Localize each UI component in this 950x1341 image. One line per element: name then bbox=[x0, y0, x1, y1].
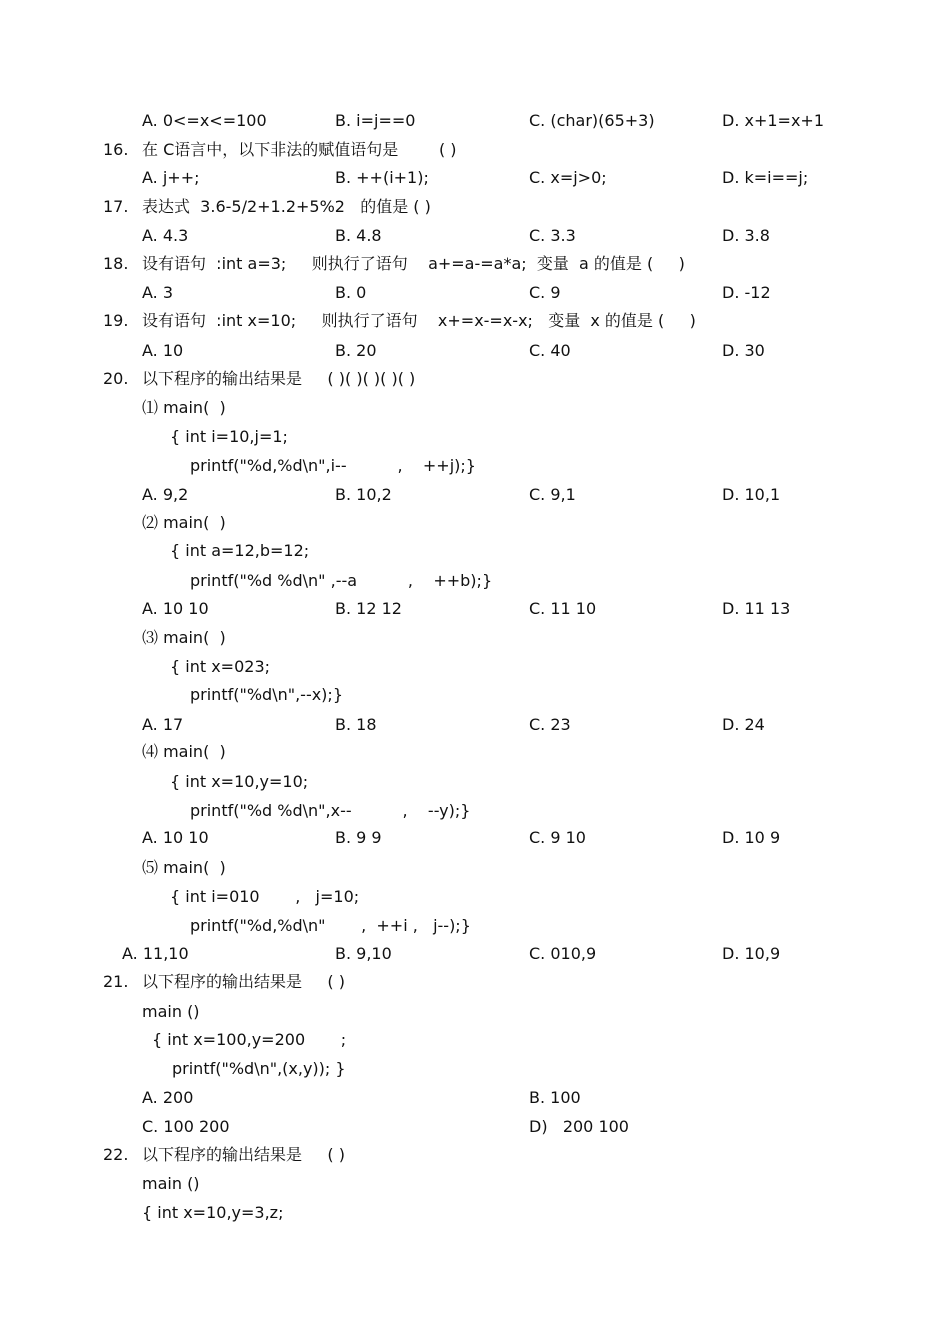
q21-stem: 以下程序的输出结果是 ( ) bbox=[142, 972, 346, 991]
q20-part4-code2: printf("%d %d\n",x-- , --y);} bbox=[190, 801, 471, 820]
q20-part4-option-a: A. 10 10 bbox=[142, 828, 209, 847]
q20-part2-option-a: A. 10 10 bbox=[142, 599, 209, 618]
q20-part3-code1: { int x=023; bbox=[170, 657, 271, 676]
q19-option-d: D. 30 bbox=[722, 341, 765, 360]
q18-stem: 设有语句 :int a=3; 则执行了语句 a+=a-=a*a; 变量 a 的值是 ( ) bbox=[142, 254, 685, 273]
q17-option-a: A. 4.3 bbox=[142, 226, 189, 245]
q20-part2-code2: printf("%d %d\n" ,--a , ++b);} bbox=[190, 571, 493, 590]
q21-number: 21. bbox=[103, 972, 129, 991]
q22-code1: { int x=10,y=3,z; bbox=[142, 1203, 284, 1222]
q19-option-a: A. 10 bbox=[142, 341, 184, 360]
q20-part3-option-c: C. 23 bbox=[529, 715, 571, 734]
q22-number: 22. bbox=[103, 1145, 129, 1164]
q21-code1: { int x=100,y=200 ; bbox=[152, 1030, 347, 1049]
q16-option-d: D. k=i==j; bbox=[722, 168, 809, 187]
q20-part3-option-b: B. 18 bbox=[335, 715, 377, 734]
q20-part5-code1: { int i=010 , j=10; bbox=[170, 887, 360, 906]
q21-option-d: D) 200 100 bbox=[529, 1117, 629, 1136]
q20-part4-option-d: D. 10 9 bbox=[722, 828, 781, 847]
q22-stem: 以下程序的输出结果是 ( ) bbox=[142, 1145, 346, 1164]
q18-number: 18. bbox=[103, 254, 129, 273]
q21-option-c: C. 100 200 bbox=[142, 1117, 230, 1136]
q20-part1-label: ⑴ main( ) bbox=[142, 398, 226, 417]
q21-option-a: A. 200 bbox=[142, 1088, 194, 1107]
q20-part5-label: ⑸ main( ) bbox=[142, 858, 226, 877]
q18-option-b: B. 0 bbox=[335, 283, 367, 302]
q19-option-b: B. 20 bbox=[335, 341, 377, 360]
q17-number: 17. bbox=[103, 197, 129, 216]
q20-part1-option-c: C. 9,1 bbox=[529, 485, 576, 504]
q20-part3-option-d: D. 24 bbox=[722, 715, 765, 734]
q20-part1-option-a: A. 9,2 bbox=[142, 485, 189, 504]
q17-option-c: C. 3.3 bbox=[529, 226, 576, 245]
q21-code0: main () bbox=[142, 1002, 200, 1021]
q20-part2-option-c: C. 11 10 bbox=[529, 599, 597, 618]
q16-number: 16. bbox=[103, 140, 129, 159]
q20-part5-code2: printf("%d,%d\n" , ++i , j--);} bbox=[190, 916, 471, 935]
q20-part2-code1: { int a=12,b=12; bbox=[170, 541, 310, 560]
q21-option-b: B. 100 bbox=[529, 1088, 581, 1107]
q20-part4-label: ⑷ main( ) bbox=[142, 742, 226, 761]
q20-part5-option-d: D. 10,9 bbox=[722, 944, 781, 963]
q20-part3-option-a: A. 17 bbox=[142, 715, 184, 734]
q20-part5-option-a: A. 11,10 bbox=[122, 944, 189, 963]
q22-code0: main () bbox=[142, 1174, 200, 1193]
q20-part1-code2: printf("%d,%d\n",i-- , ++j);} bbox=[190, 456, 476, 475]
q18-option-c: C. 9 bbox=[529, 283, 561, 302]
q16-option-c: C. x=j>0; bbox=[529, 168, 607, 187]
q20-part2-option-d: D. 11 13 bbox=[722, 599, 791, 618]
q15-option-a: A. 0<=x<=100 bbox=[142, 111, 267, 130]
q19-number: 19. bbox=[103, 311, 129, 330]
q20-part1-option-d: D. 10,1 bbox=[722, 485, 781, 504]
q18-option-a: A. 3 bbox=[142, 283, 174, 302]
q20-part4-option-b: B. 9 9 bbox=[335, 828, 382, 847]
q15-option-d: D. x+1=x+1 bbox=[722, 111, 825, 130]
q19-option-c: C. 40 bbox=[529, 341, 571, 360]
q17-option-b: B. 4.8 bbox=[335, 226, 382, 245]
q20-part4-option-c: C. 9 10 bbox=[529, 828, 586, 847]
q21-code2: printf("%d\n",(x,y)); } bbox=[172, 1059, 346, 1078]
q20-part2-option-b: B. 12 12 bbox=[335, 599, 402, 618]
q20-part4-code1: { int x=10,y=10; bbox=[170, 772, 309, 791]
q16-stem: 在 C语言中，以下非法的赋值语句是 ( ) bbox=[142, 140, 457, 159]
q20-part5-option-c: C. 010,9 bbox=[529, 944, 597, 963]
q16-option-a: A. j++; bbox=[142, 168, 200, 187]
q20-number: 20. bbox=[103, 369, 129, 388]
q18-option-d: D. -12 bbox=[722, 283, 771, 302]
q15-option-b: B. i=j==0 bbox=[335, 111, 416, 130]
q17-option-d: D. 3.8 bbox=[722, 226, 770, 245]
q20-stem: 以下程序的输出结果是 ( )( )( )( )( ) bbox=[142, 369, 416, 388]
q17-stem: 表达式 3.6-5/2+1.2+5%2 的值是 ( ) bbox=[142, 197, 431, 216]
q20-part1-option-b: B. 10,2 bbox=[335, 485, 392, 504]
q15-option-c: C. (char)(65+3) bbox=[529, 111, 655, 130]
q20-part3-code2: printf("%d\n",--x);} bbox=[190, 685, 343, 704]
q20-part3-label: ⑶ main( ) bbox=[142, 628, 226, 647]
q20-part1-code1: { int i=10,j=1; bbox=[170, 427, 288, 446]
q20-part5-option-b: B. 9,10 bbox=[335, 944, 392, 963]
q20-part2-label: ⑵ main( ) bbox=[142, 513, 226, 532]
q16-option-b: B. ++(i+1); bbox=[335, 168, 429, 187]
q19-stem: 设有语句 :int x=10; 则执行了语句 x+=x-=x-x; 变量 x 的值是 ( ) bbox=[142, 311, 696, 330]
